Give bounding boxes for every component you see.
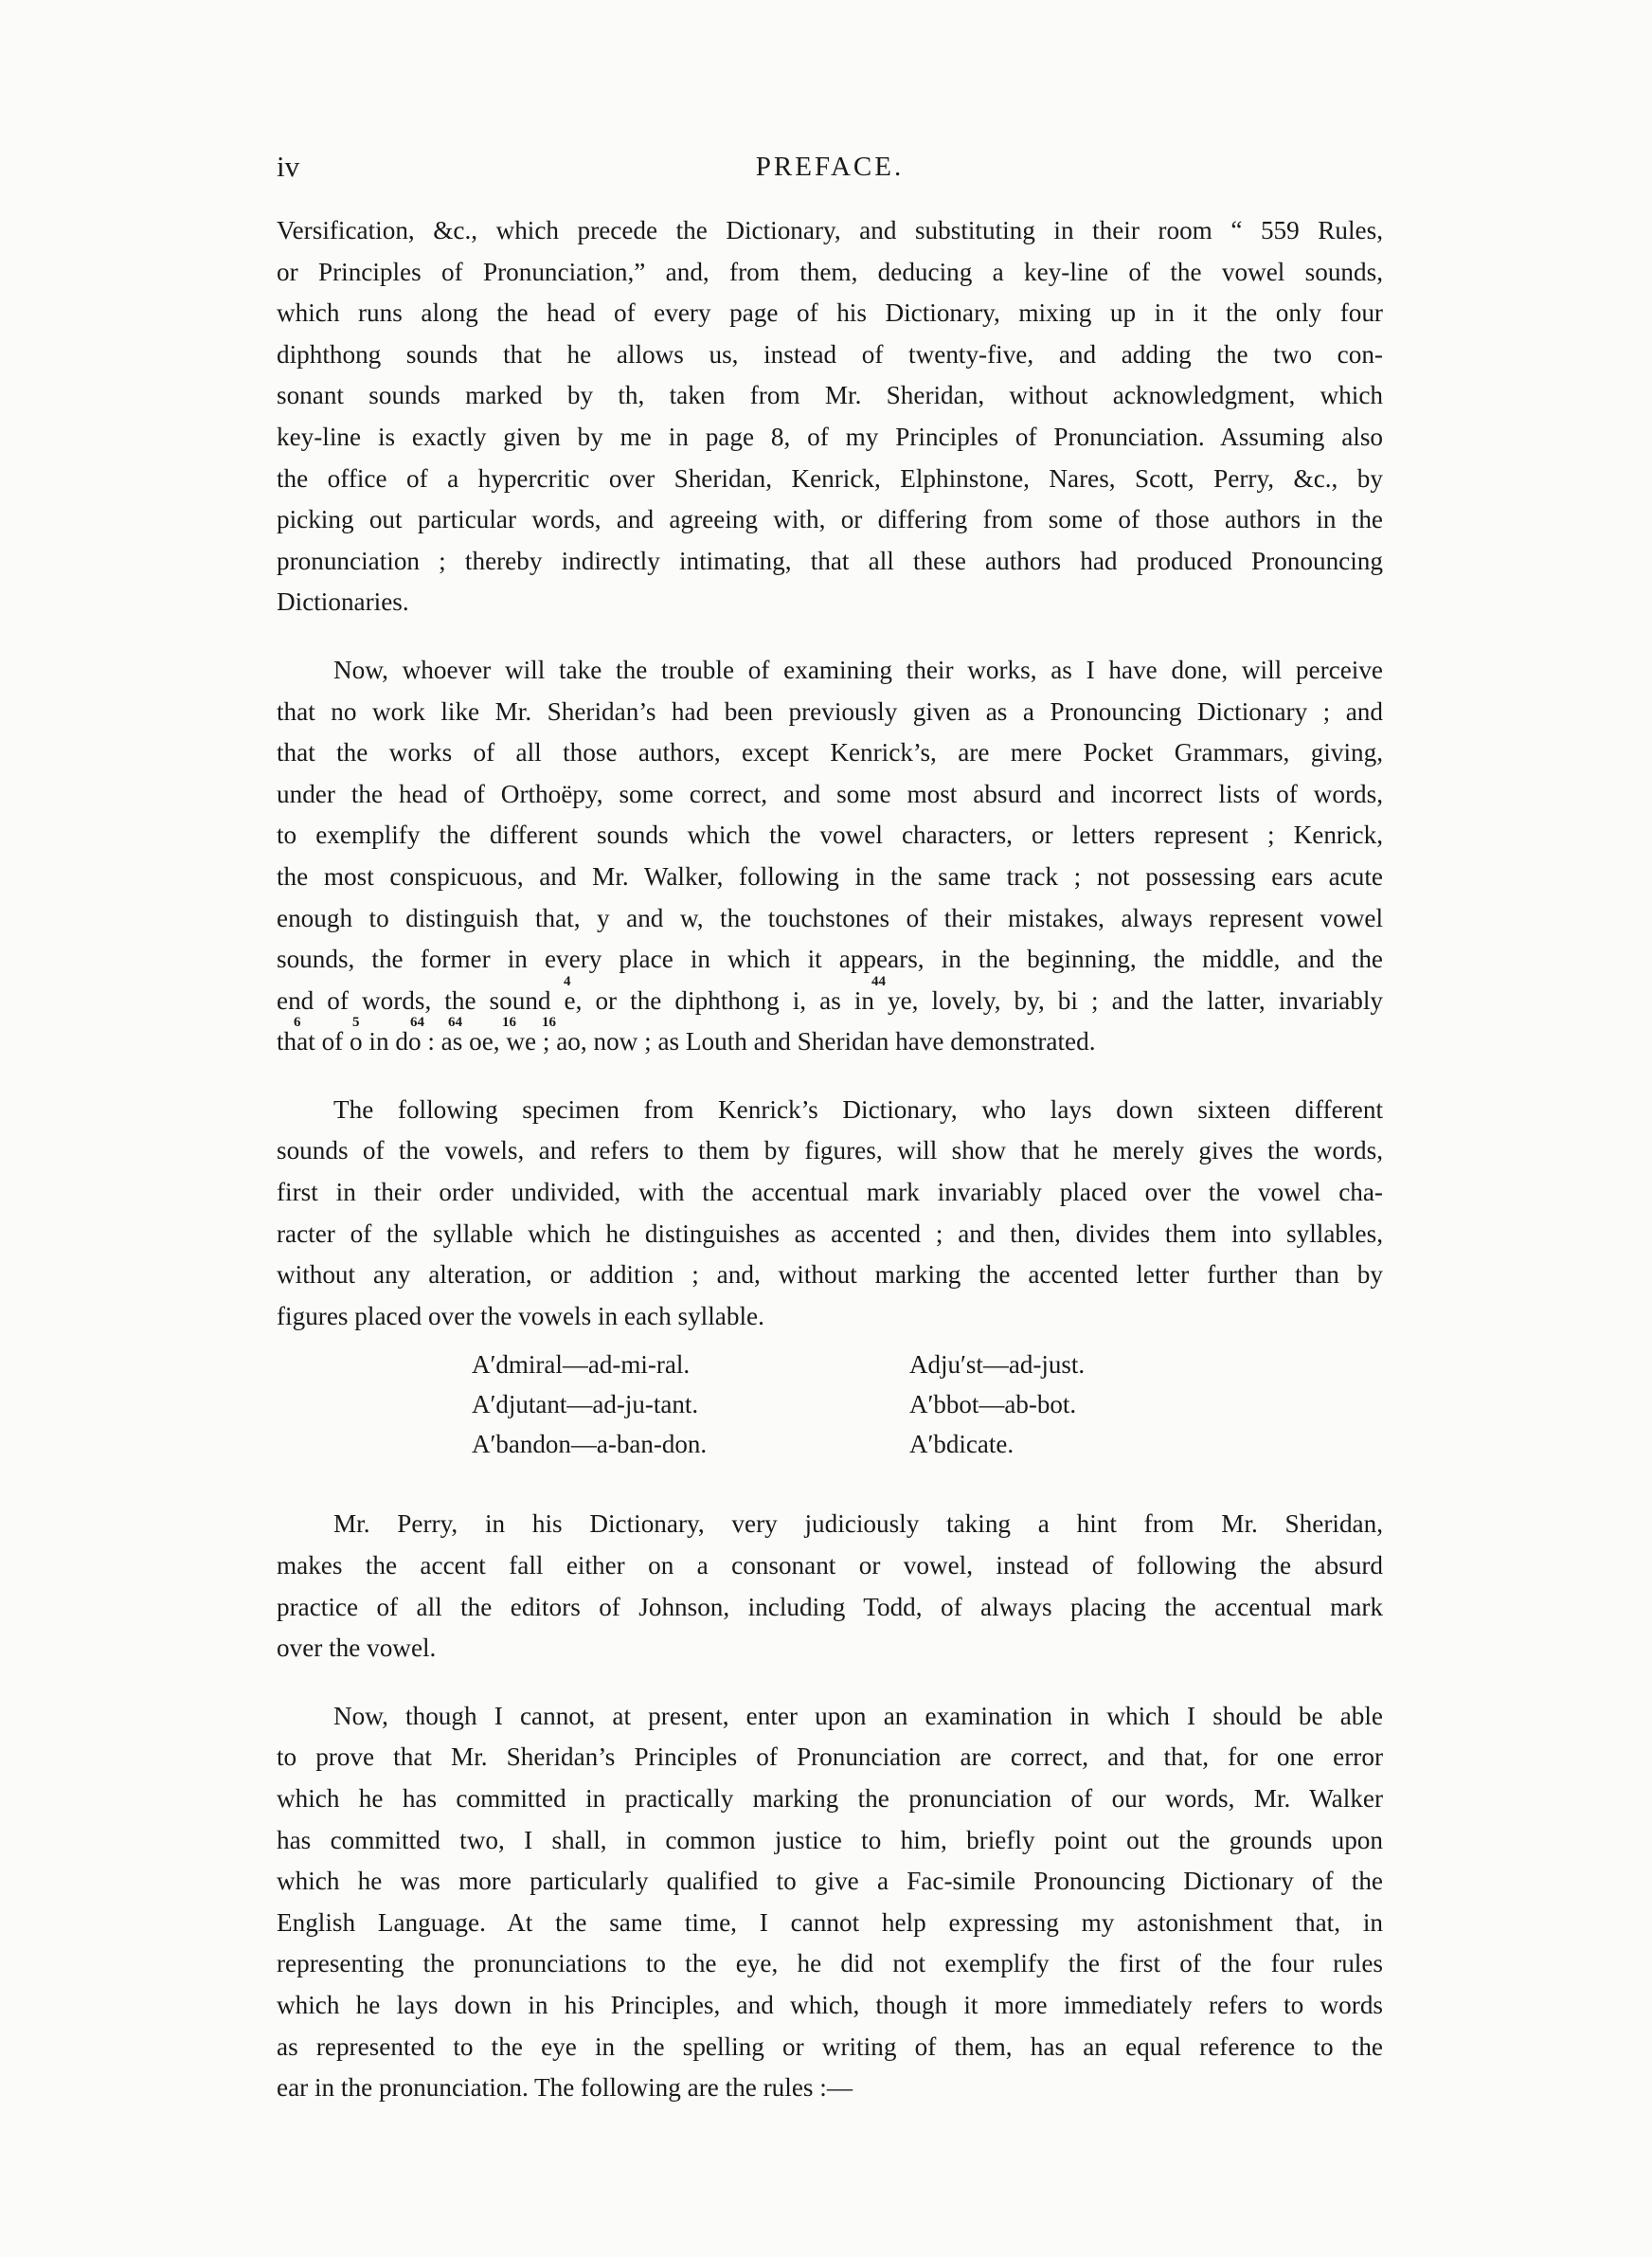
text-line: diphthong sounds that he allows us, instead of twenty-five, and adding the two con- (277, 339, 1383, 369)
text-line: that the works of all those authors, except Kenrick’s, are mere Pocket Grammars, giving, (277, 738, 1383, 767)
text-line: English Language. At the same time, I cannot help expressing my astonishment that, in (277, 1907, 1383, 1937)
paragraph-4 (277, 1504, 1383, 1669)
text-line: sounds of the vowels, and refers to them by figures, will show that he merely gives the words, (277, 1136, 1383, 1165)
text-line: that of o in do : as oe, we ; ao, now ; as Louth and Sheridan have demonstrated. (277, 1027, 1096, 1056)
text-line: picking out particular words, and agreeing with, or differing from some of those authors in the (277, 505, 1383, 534)
sound-figure: 64 (448, 1015, 462, 1031)
specimen-entry: A′djutant—ad-ju-tant. (472, 1390, 699, 1419)
body-text (277, 210, 1383, 2109)
sound-figure: 5 (352, 1015, 360, 1031)
sound-figure: 64 (410, 1015, 424, 1031)
specimen-entry: A′bbot—ab-bot. (909, 1390, 1077, 1419)
text-line: representing the pronunciations to the eye, he did not exemplify the first of the four rules (277, 1949, 1383, 1978)
text-line: ear in the pronunciation. The following are the rules :— (277, 2073, 853, 2103)
text-line: without any alteration, or addition ; and, without marking the accented letter further than by (277, 1260, 1383, 1290)
specimen-column-right (909, 1345, 1085, 1464)
sound-figures (277, 971, 1383, 992)
specimen-entry: A′bandon—a-ban-don. (472, 1430, 708, 1459)
text-line: under the head of Orthoëpy, some correct, and some most absurd and incorrect lists of words, (277, 779, 1383, 808)
text-line: sonant sounds marked by th, taken from Mr. Sheridan, without acknowledgment, which (277, 381, 1383, 410)
text-line: Dictionaries. (277, 587, 409, 617)
text-line: which runs along the head of every page of his Dictionary, mixing up in it the only four (277, 298, 1383, 328)
text-line: Now, though I cannot, at present, enter upon an examination in which I should be able (333, 1701, 1383, 1730)
text-line: practice of all the editors of Johnson, including Todd, of always placing the accentual mark (277, 1592, 1383, 1621)
text-line: end of words, the sound e, or the diphthong i, as in ye, lovely, by, bi ; and the latter, invariably (277, 985, 1383, 1015)
specimen-entry: A′bdicate. (909, 1430, 1015, 1459)
paragraph-1 (277, 210, 1383, 623)
text-line: which he has committed in practically marking the pronunciation of our words, Mr. Walker (277, 1784, 1383, 1813)
text-line: The following specimen from Kenrick’s Dictionary, who lays down sixteen different (333, 1094, 1383, 1124)
text-line: as represented to the eye in the spelling or writing of them, has an equal reference to the (277, 2031, 1383, 2061)
text-line: Now, whoever will take the trouble of examining their works, as I have done, will perceive (333, 655, 1383, 684)
sound-figures (277, 1012, 1383, 1033)
text-line: has committed two, I shall, in common justice to him, briefly point out the grounds upon (277, 1825, 1383, 1854)
paragraph-5 (277, 1696, 1383, 2109)
text-line: over the vowel. (277, 1634, 437, 1663)
specimen-column-left (472, 1345, 707, 1464)
text-line: Versification, &c., which precede the Dictionary, and substituting in their room “ 559 Rules, (277, 216, 1383, 244)
running-head: PREFACE. (755, 152, 905, 182)
text-line: key-line is exactly given by me in page 8, of my Principles of Pronunciation. Assuming also (277, 422, 1383, 451)
specimen-entry: A′dmiral—ad-mi-ral. (472, 1350, 691, 1380)
text-line: or Principles of Pronunciation,” and, from them, deducing a key-line of the vowel sounds, (277, 257, 1383, 286)
text-line: that no work like Mr. Sheridan’s had been previously given as a Pronouncing Dictionary ; and (277, 696, 1383, 726)
text-line: Mr. Perry, in his Dictionary, very judiciously taking a hint from Mr. Sheridan, (333, 1509, 1383, 1539)
text-line: pronunciation ; thereby indirectly intimating, that all these authors had produced Pronouncing (277, 546, 1383, 575)
text-line: which he was more particularly qualified to give a Fac-simile Pronouncing Dictionary of the (277, 1867, 1383, 1896)
sound-figure: 6 (294, 1015, 301, 1031)
sound-figure: 16 (502, 1015, 516, 1031)
kenrick-specimen (277, 1345, 1383, 1477)
text-line: makes the accent fall either on a consonant or vowel, instead of following the absurd (277, 1551, 1383, 1580)
text-line: to exemplify the different sounds which the vowel characters, or letters represent ; Kenrick, (277, 821, 1383, 850)
paragraph-3 (277, 1090, 1383, 1338)
sound-figure: 44 (871, 973, 886, 989)
text-line: the most conspicuous, and Mr. Walker, following in the same track ; not possessing ears acute (277, 861, 1383, 891)
text-line: racter of the syllable which he distinguishes as accented ; and then, divides them into syllables, (277, 1219, 1383, 1248)
sound-figure: 16 (542, 1015, 556, 1031)
specimen-entry: Adju′st—ad-just. (909, 1350, 1086, 1380)
text-line: to prove that Mr. Sheridan’s Principles of Pronunciation are correct, and that, for one error (277, 1742, 1383, 1772)
page-number: iv (277, 150, 300, 183)
sound-figure: 4 (564, 973, 571, 989)
text-line: the office of a hypercritic over Sheridan, Kenrick, Elphinstone, Nares, Scott, Perry, &c., by (277, 463, 1383, 493)
page-header (277, 148, 1383, 186)
text-line: first in their order undivided, with the accentual mark invariably placed over the vowel cha- (277, 1178, 1383, 1207)
paragraph-2 (277, 650, 1383, 1063)
text-line: which he lays down in his Principles, and which, though it more immediately refers to words (277, 1990, 1383, 2019)
text-line: enough to distinguish that, y and w, the touchstones of their mistakes, always represent vowel (277, 903, 1383, 932)
text-line: sounds, the former in every place in which it appears, in the beginning, the middle, and the (277, 945, 1383, 974)
text-line: figures placed over the vowels in each syllable. (277, 1301, 764, 1330)
